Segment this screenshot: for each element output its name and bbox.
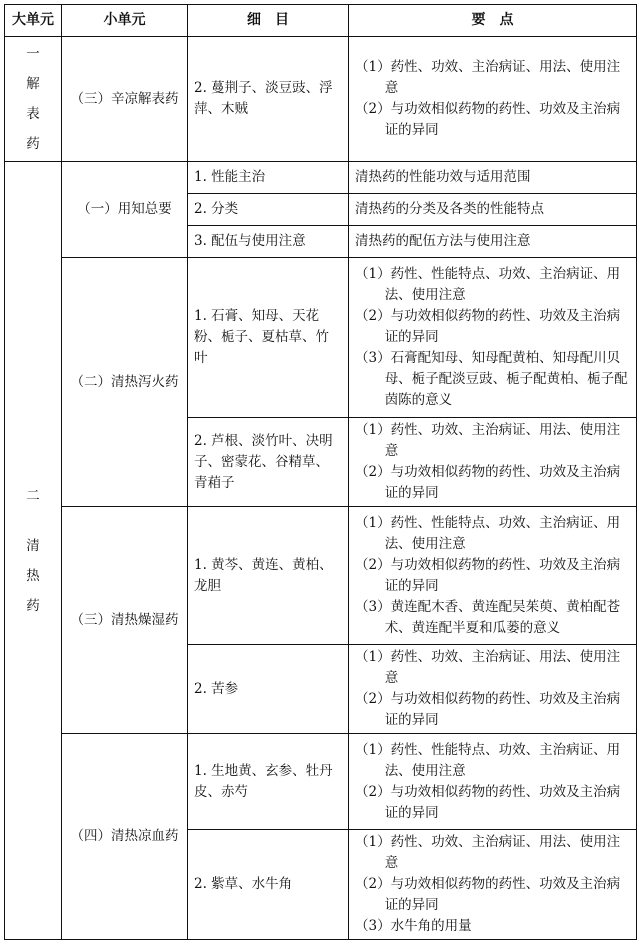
table-row [5,734,637,830]
detail-item: 2. 芦根、淡竹叶、决明子、密蒙花、谷精草、青葙子 [188,418,349,507]
detail-item: 2. 分类 [188,194,349,226]
header-row [5,5,637,37]
sub-unit: （三）清热燥湿药 [62,507,188,734]
key-points: （1）药性、功效、主治病证、用法、使用注意 （2）与功效相似药物的药性、功效及主治病证的异同 [349,418,637,507]
detail-item: 1. 石膏、知母、天花粉、栀子、夏枯草、竹叶 [188,258,349,418]
key-points: 清热药的分类及各类的性能特点 [349,194,637,226]
sub-unit: （一）用知总要 [62,162,188,258]
key-points: （1）药性、功效、主治病证、用法、使用注意 （2）与功效相似药物的药性、功效及主治病证的异同 [349,645,637,734]
header-major: 大单元 [5,5,62,37]
major-unit-2: 二 清 热 药 [5,162,62,940]
syllabus-table [4,4,637,940]
detail-item: 2. 蔓荆子、淡豆豉、浮萍、木贼 [188,37,349,162]
key-points: （1）药性、性能特点、功效、主治病证、用法、使用注意 （2）与功效相似药物的药性、功效及主治病证的异同 （3）石膏配知母、知母配黄柏、知母配川贝母、栀子配淡豆豉、栀子配黄柏、栀子配茵陈的意义 [349,258,637,418]
table-row [5,37,637,162]
header-detail: 细 目 [188,5,349,37]
major-unit-1: 一 解 表 药 [5,37,62,162]
key-points: （1）药性、功效、主治病证、用法、使用注意 （2）与功效相似药物的药性、功效及主治病证的异同 [349,37,637,162]
sub-unit: （四）清热凉血药 [62,734,188,940]
key-points: 清热药的性能功效与适用范围 [349,162,637,194]
table-row [5,507,637,645]
table-row [5,258,637,418]
detail-item: 3. 配伍与使用注意 [188,226,349,258]
detail-item: 2. 紫草、水牛角 [188,830,349,940]
key-points: （1）药性、性能特点、功效、主治病证、用法、使用注意 （2）与功效相似药物的药性、功效及主治病证的异同 [349,734,637,830]
key-points: 清热药的配伍方法与使用注意 [349,226,637,258]
sub-unit: （二）清热泻火药 [62,258,188,507]
sub-unit: （三）辛凉解表药 [62,37,188,162]
detail-item: 1. 黄芩、黄连、黄柏、龙胆 [188,507,349,645]
header-sub: 小单元 [62,5,188,37]
table-row [5,162,637,194]
key-points: （1）药性、功效、主治病证、用法、使用注意 （2）与功效相似药物的药性、功效及主治病证的异同 （3）水牛角的用量 [349,830,637,940]
detail-item: 2. 苦参 [188,645,349,734]
key-points: （1）药性、性能特点、功效、主治病证、用法、使用注意 （2）与功效相似药物的药性、功效及主治病证的异同 （3）黄连配木香、黄连配吴茱萸、黄柏配苍术、黄连配半夏和瓜蒌的意义 [349,507,637,645]
detail-item: 1. 生地黄、玄参、牡丹皮、赤芍 [188,734,349,830]
detail-item: 1. 性能主治 [188,162,349,194]
header-points: 要 点 [349,5,637,37]
